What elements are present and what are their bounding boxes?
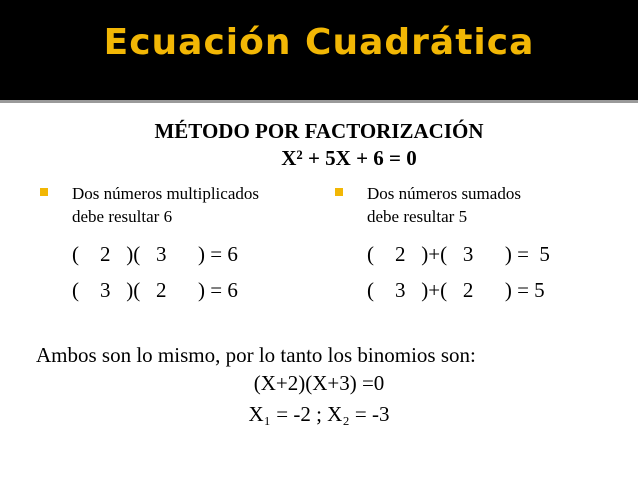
bullet-text — [367, 182, 521, 228]
bullet-icon — [335, 188, 343, 196]
method-title: MÉTODO POR FACTORIZACIÓN — [154, 119, 484, 143]
bullet-line: debe resultar 5 — [367, 207, 468, 226]
title-bar — [0, 0, 638, 103]
bullet-line: Dos números multiplicados — [72, 184, 259, 203]
product-row: ( 2 )( 3 ) = 6 — [72, 242, 238, 266]
conclusion-text: Ambos son lo mismo, por lo tanto los binomios son: — [36, 343, 476, 367]
bullet-icon — [40, 188, 48, 196]
quadratic-equation: X² + 5X + 6 = 0 — [281, 146, 417, 170]
roots-text: X₁ = -2 ; X₂ = -3 — [248, 402, 390, 426]
bullet-line: debe resultar 6 — [72, 207, 173, 226]
method-heading — [0, 119, 638, 171]
sum-row: ( 3 )+( 2 ) = 5 — [367, 278, 545, 302]
product-row: ( 3 )( 2 ) = 6 — [72, 278, 238, 302]
sum-row: ( 2 )+( 3 ) = 5 — [367, 242, 550, 266]
slide-title: Ecuación Cuadrática — [103, 22, 535, 63]
bullet-text — [72, 182, 259, 228]
binomials-text: (X+2)(X+3) =0 — [253, 371, 385, 395]
bullet-line: Dos números sumados — [367, 184, 521, 203]
